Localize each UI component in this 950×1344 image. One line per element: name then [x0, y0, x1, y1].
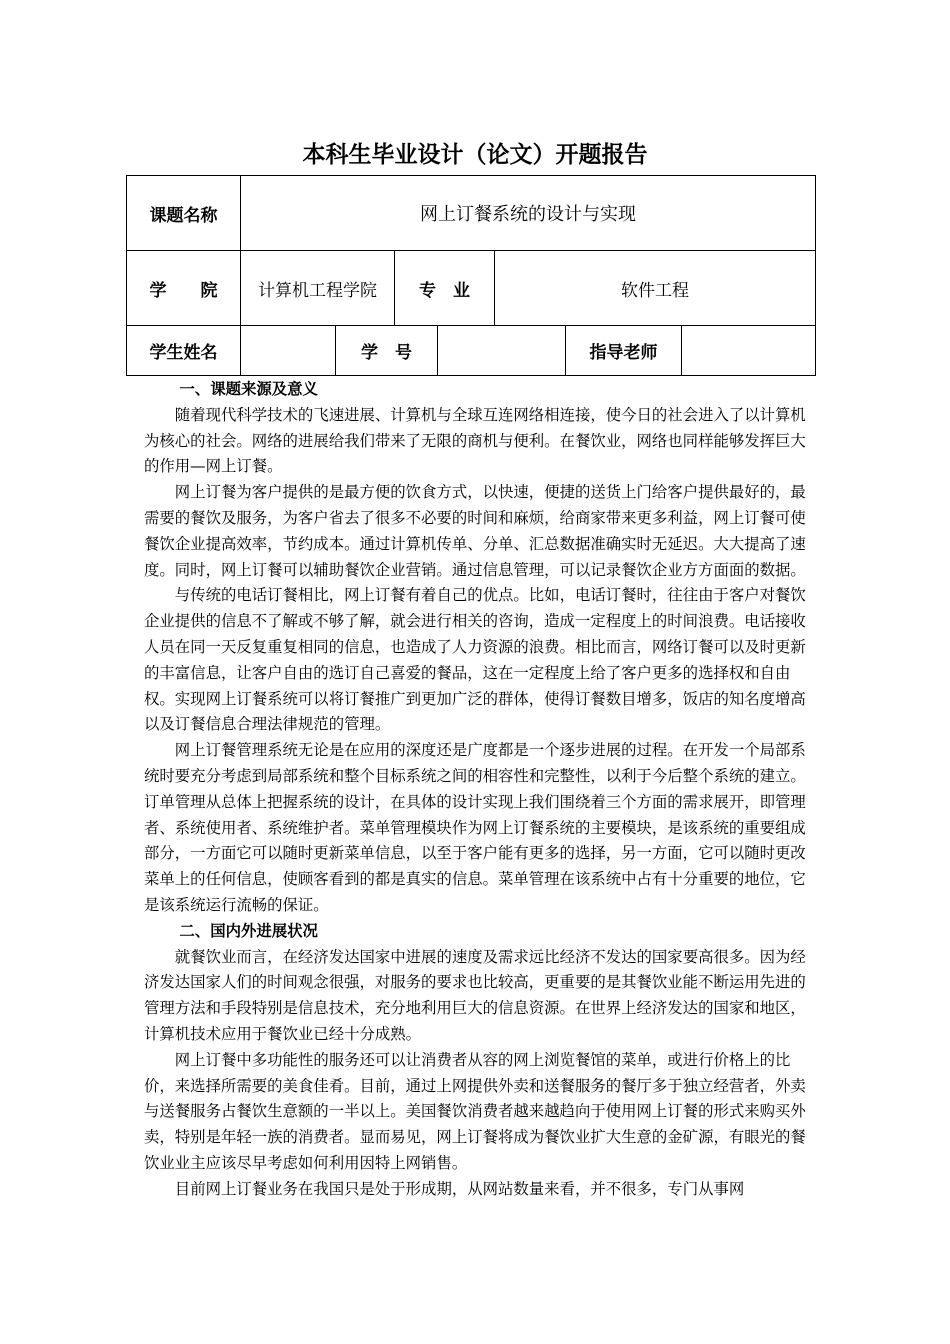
- advisor-value: [681, 325, 816, 376]
- paragraph: 就餐饮业而言，在经济发达国家中进展的速度及需求远比经济不发达的国家要高很多。因为经济发达国家人们的时间观念很强，对服务的要求也比较高，更重要的是其餐饮业能不断运用先进的管理方法和手段特别是信息技术，充分地利用巨大的信息资源。在世界上经济发达的国家和地区，计算机技术应用于餐饮业已经十分成熟。: [144, 947, 806, 1043]
- paragraph: 网上订餐为客户提供的是最方便的饮食方式，以快速，便捷的送货上门给客户提供最好的，最需要的餐饮及服务，为客户省去了很多不必要的时间和麻烦，给商家带来更多利益，网上订餐可使餐饮企业提高效率，节约成本。通过计算机传单、分单、汇总数据准确实时无延迟。大大提高了速度。同时，网上订餐可以辅助餐饮企业营销。通过信息管理，可以记录餐饮企业方方面面的数据。: [144, 483, 806, 579]
- student-id-label: 学 号: [335, 325, 438, 376]
- student-name-value: [240, 325, 336, 376]
- advisor-label: 指导老师: [565, 325, 682, 376]
- topic-label: 课题名称: [126, 175, 241, 251]
- section-heading: 一、课题来源及意义: [179, 380, 318, 398]
- paragraph: 网上订餐管理系统无论是在应用的深度还是广度都是一个逐步进展的过程。在开发一个局部系统时要充分考虑到局部系统和整个目标系统之间的相容性和完整性，以利于今后整个系统的建立。订单管理从总体上把握系统的设计，在具体的设计实现上我们围绕着三个方面的需求展开，即管理者、系统使用者、系统维护者。菜单管理模块作为网上订餐系统的主要模块，是该系统的重要组成部分，一方面它可以随时更新菜单信息，以至于客户能有更多的选择，另一方面，它可以随时更改菜单上的任何信息，使顾客看到的都是真实的信息。菜单管理在该系统中占有十分重要的地位，它是该系统运行流畅的保证。: [144, 741, 806, 914]
- major-label: 专 业: [394, 250, 495, 326]
- paragraph: 目前网上订餐业务在我国只是处于形成期，从网站数量来看，并不很多，专门从事网: [174, 1179, 745, 1198]
- paragraph: 与传统的电话订餐相比，网上订餐有着自己的优点。比如，电话订餐时，往往由于客户对餐饮企业提供的信息不了解或不够了解，就会进行相关的咨询，造成一定程度上的时间浪费。电话接收人员在同一天反复重复相同的信息，也造成了人力资源的浪费。相比而言，网络订餐可以及时更新的丰富信息，让客户自由的选订自己喜爱的餐品，这在一定程度上给了客户更多的选择权和自由权。实现网上订餐系统可以将订餐推广到更加广泛的群体，使得订餐数目增多，饭店的知名度增高以及订餐信息合理法律规范的管理。: [144, 586, 806, 734]
- report-body: [144, 377, 820, 1203]
- paragraph: 网上订餐中多功能性的服务还可以让消费者从容的网上浏览餐馆的菜单，或进行价格上的比价，来选择所需要的美食佳肴。目前，通过上网提供外卖和送餐服务的餐厅多于独立经营者，外卖与送餐服务占餐饮生意额的一半以上。美国餐饮消费者越来越趋向于使用网上订餐的形式来购买外卖，特别是年轻一族的消费者。显而易见，网上订餐将成为餐饮业扩大生意的金矿源，有眼光的餐饮业业主应该尽早考虑如何利用因特上网销售。: [144, 1050, 806, 1172]
- college-value: 计算机工程学院: [240, 250, 395, 326]
- paragraph: 随着现代科学技术的飞速进展、计算机与全球互连网络相连接，使今日的社会进入了以计算机为核心的社会。网络的进展给我们带来了无限的商机与便利。在餐饮业，网络也同样能够发挥巨大的作用—网上订餐。: [144, 405, 806, 476]
- college-label: 学 院: [126, 250, 241, 326]
- topic-value: 网上订餐系统的设计与实现: [240, 175, 816, 251]
- page-title: 本科生毕业设计（论文）开题报告: [302, 142, 648, 168]
- student-name-label: 学生姓名: [126, 325, 241, 376]
- student-id-value: [437, 325, 566, 376]
- major-value: 软件工程: [494, 250, 816, 326]
- section-heading: 二、国内外进展状况: [179, 921, 318, 940]
